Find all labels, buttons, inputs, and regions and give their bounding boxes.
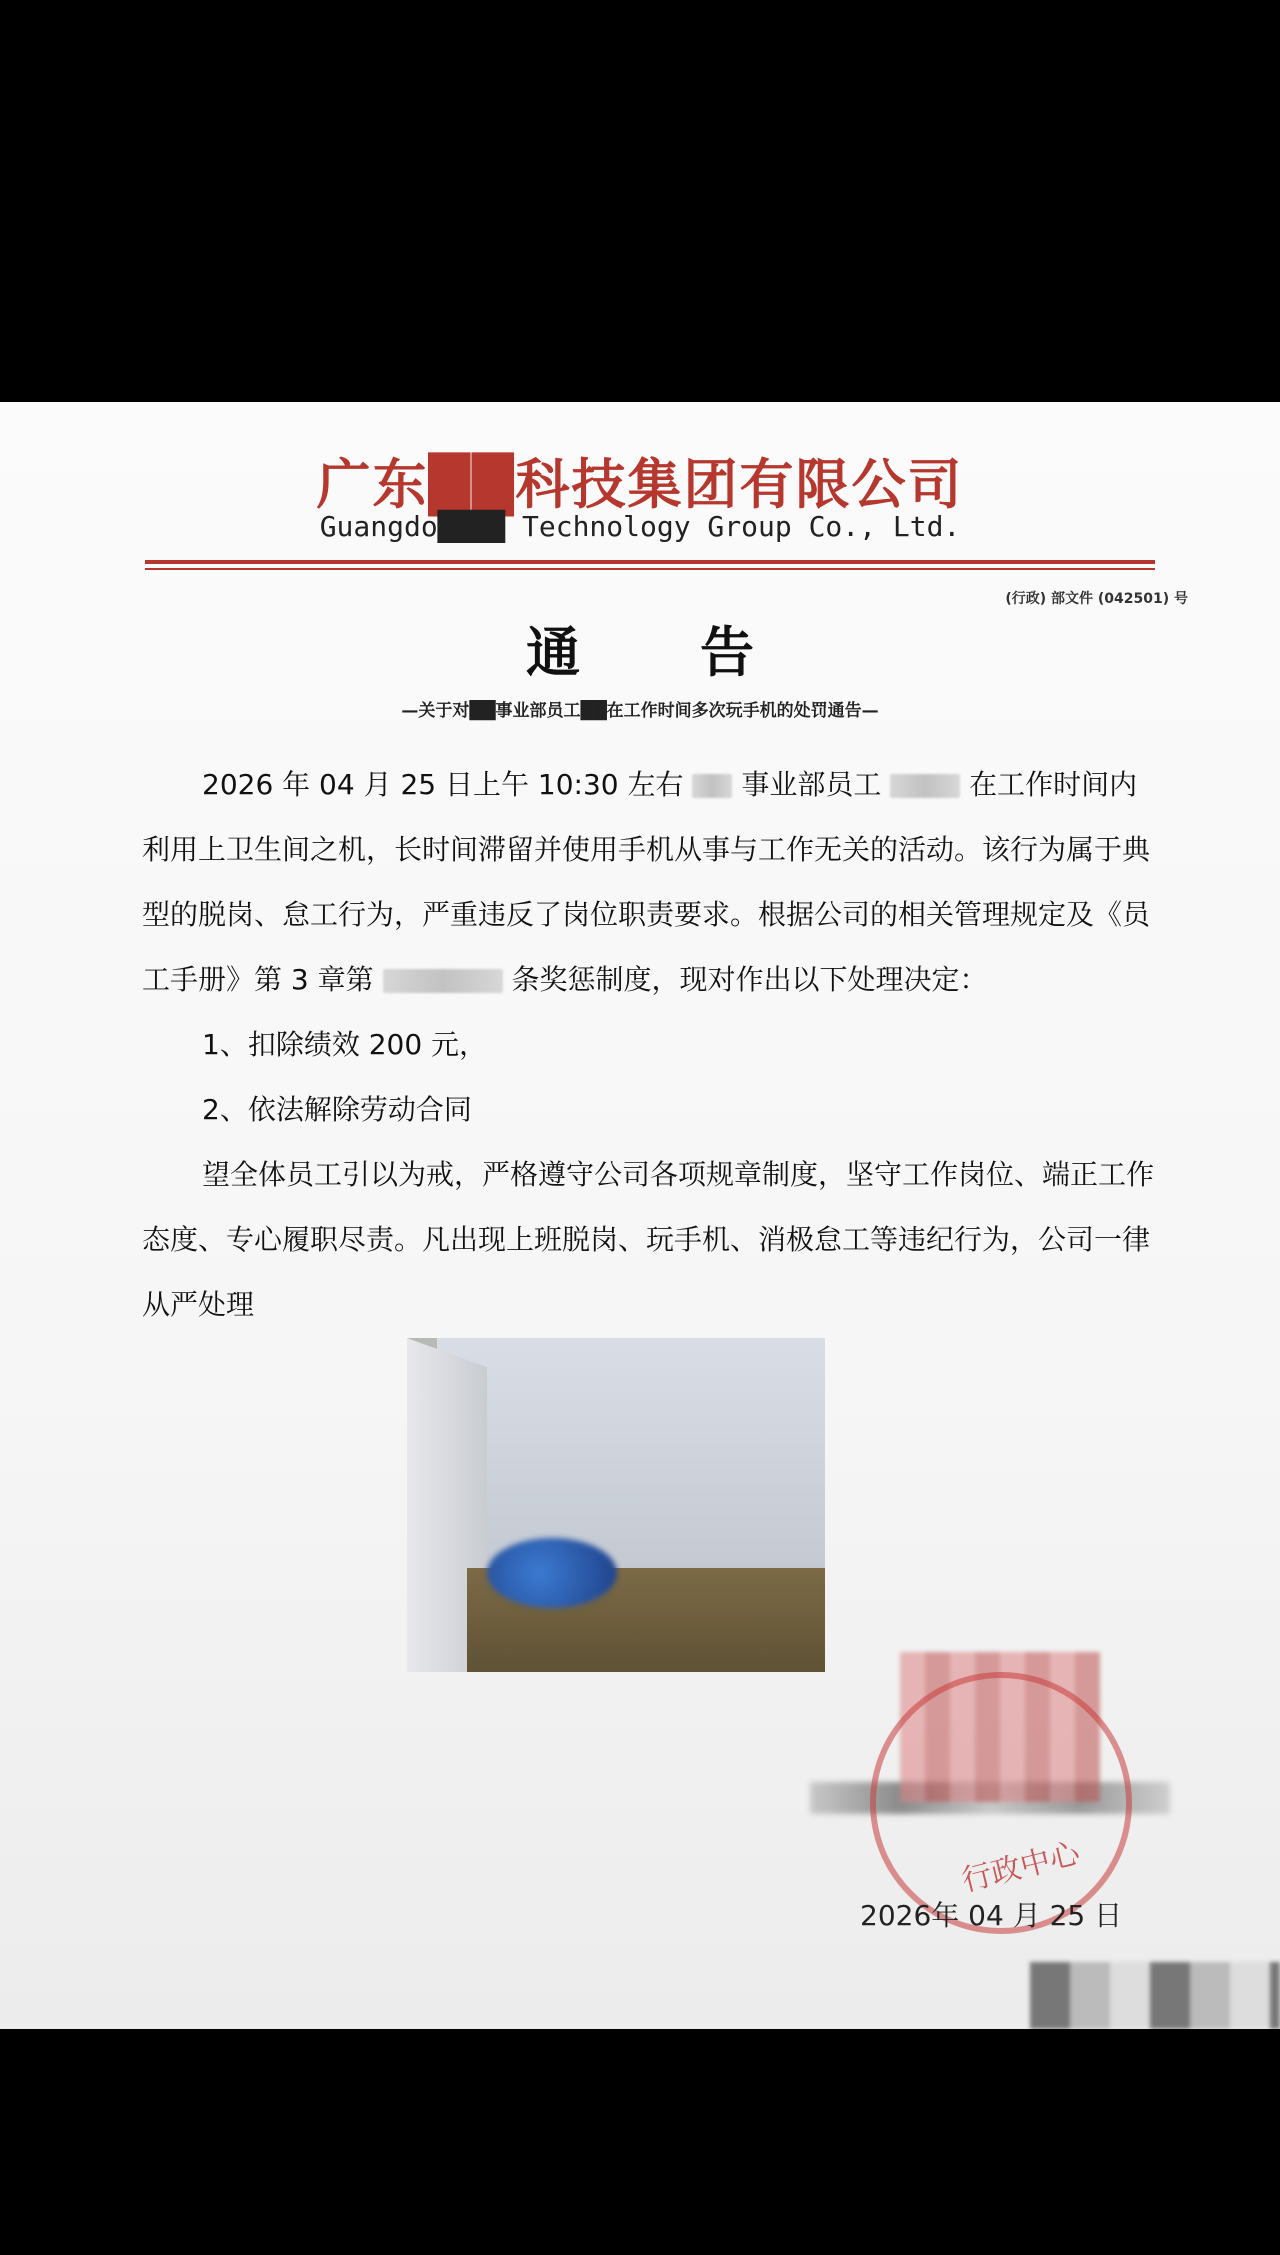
redacted-department xyxy=(692,774,732,798)
evidence-photo xyxy=(407,1338,825,1672)
paragraph-incident xyxy=(142,752,1160,1012)
decision-item-2: 2、依法解除劳动合同 xyxy=(202,1093,472,1126)
paragraph-warning: 望全体员工引以为戒，严格遵守公司各项规章制度，坚守工作岗位、端正工作态度、专心履职尽责。凡出现上班脱岗、玩手机、消极怠工等违纪行为，公司一律从严处理 xyxy=(142,1158,1155,1321)
photo-wall xyxy=(437,1338,825,1568)
incident-description: 在工作时间内利用上卫生间之机，长时间滞留并使用手机从事与工作无关的活动。该行为属于典型的脱岗、怠工行为，严重违反了岗位职责要求。根据公司的相关管理规定及《员工手册》第 3 章第 xyxy=(142,768,1151,996)
issue-date: 2026年 04 月 25 日 xyxy=(860,1899,1123,1932)
redacted-article xyxy=(383,969,503,993)
incident-dept-label: 事业部员工 xyxy=(741,768,882,801)
stamp-text: 行政中心 xyxy=(958,1835,1084,1899)
document-number: (行政) 部文件 (042501) 号 xyxy=(1005,591,1188,607)
decision-item-1: 1、扣除绩效 200 元， xyxy=(202,1028,488,1061)
redacted-employee xyxy=(890,774,960,798)
header-rule-thick xyxy=(145,560,1155,564)
notice-body xyxy=(142,752,1160,1337)
notice-title: 通告 xyxy=(526,621,874,684)
corner-pixelation xyxy=(1030,1962,1280,2029)
company-name-en: Guangdo████ Technology Group Co., Ltd. xyxy=(319,510,961,543)
incident-time: 2026 年 04 月 25 日上午 10:30 左右 xyxy=(202,768,684,801)
incident-decision-intro: 条奖惩制度，现对作出以下处理决定： xyxy=(511,963,988,996)
notice-document xyxy=(0,402,1280,2029)
company-name-cn: 广东██科技集团有限公司 xyxy=(316,453,964,516)
photo-person-blurred xyxy=(487,1538,617,1608)
notice-subtitle: —关于对██事业部员工██在工作时间多次玩手机的处罚通告— xyxy=(401,701,879,721)
header-rule-thin xyxy=(145,568,1155,570)
